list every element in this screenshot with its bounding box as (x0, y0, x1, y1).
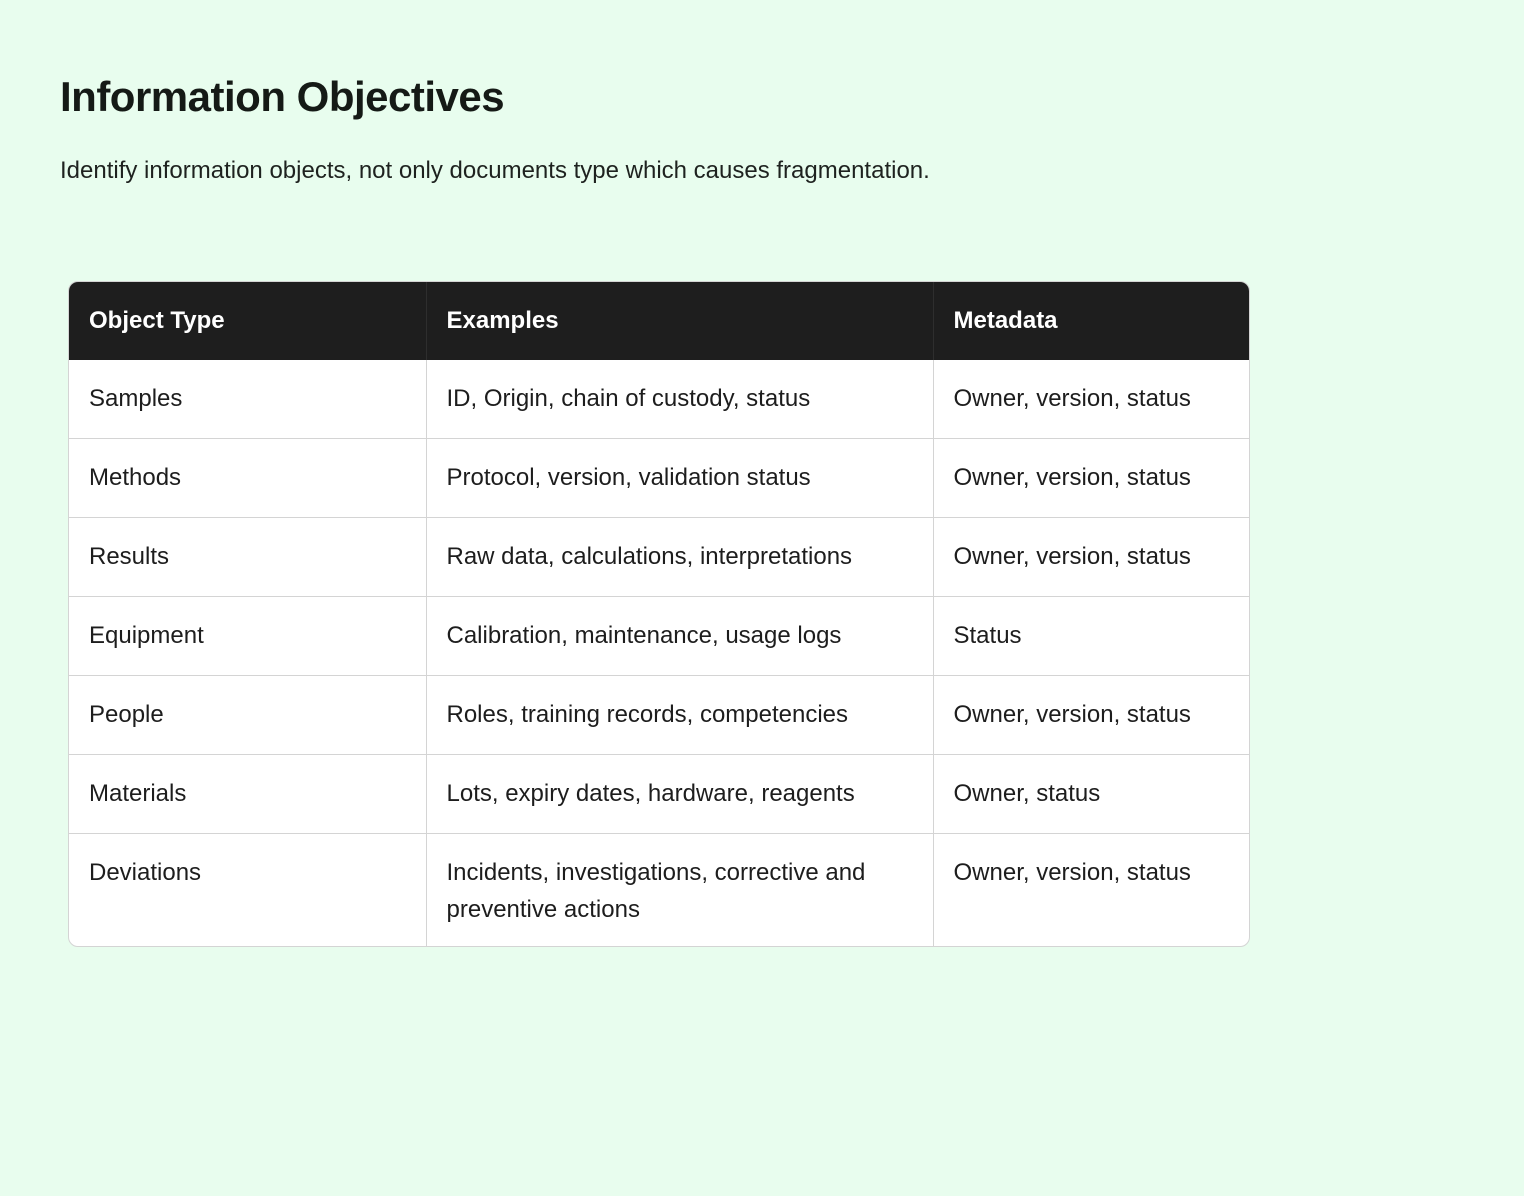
examples-cell: Protocol, version, validation status (426, 439, 933, 518)
examples-cell: Calibration, maintenance, usage logs (426, 597, 933, 676)
examples-cell: ID, Origin, chain of custody, status (426, 360, 933, 439)
table-row (69, 439, 1249, 518)
examples-cell: Roles, training records, competencies (426, 676, 933, 755)
table-row (69, 676, 1249, 755)
column-header-object-type: Object Type (69, 282, 426, 360)
objects-table (69, 282, 1249, 946)
metadata-cell: Status (933, 597, 1249, 676)
table-header-row (69, 282, 1249, 360)
table-row (69, 834, 1249, 947)
examples-cell: Raw data, calculations, interpretations (426, 518, 933, 597)
metadata-cell: Owner, version, status (933, 518, 1249, 597)
table-header (69, 282, 1249, 360)
examples-cell: Lots, expiry dates, hardware, reagents (426, 755, 933, 834)
page-subtitle: Identify information objects, not only documents type which causes fragmentation. (60, 157, 930, 184)
object-type-cell: Results (69, 518, 426, 597)
object-type-cell: Materials (69, 755, 426, 834)
metadata-cell: Owner, status (933, 755, 1249, 834)
table-row (69, 597, 1249, 676)
examples-cell: Incidents, investigations, corrective and preventive actions (426, 834, 933, 947)
page-title: Information Objectives (60, 73, 505, 120)
table-body (69, 360, 1249, 946)
column-header-metadata: Metadata (933, 282, 1249, 360)
object-type-cell: People (69, 676, 426, 755)
object-type-cell: Equipment (69, 597, 426, 676)
table-row (69, 360, 1249, 439)
object-type-cell: Samples (69, 360, 426, 439)
metadata-cell: Owner, version, status (953, 385, 1191, 412)
objects-table-container (68, 281, 1250, 947)
object-type-cell: Methods (69, 439, 426, 518)
metadata-cell: Owner, version, status (933, 439, 1249, 518)
metadata-cell: Owner, version, status (933, 676, 1249, 755)
table-row (69, 755, 1249, 834)
column-header-examples: Examples (426, 282, 933, 360)
object-type-cell: Deviations (69, 834, 426, 947)
page (60, 72, 1460, 923)
metadata-cell: Owner, version, status (933, 834, 1249, 947)
table-row (69, 518, 1249, 597)
